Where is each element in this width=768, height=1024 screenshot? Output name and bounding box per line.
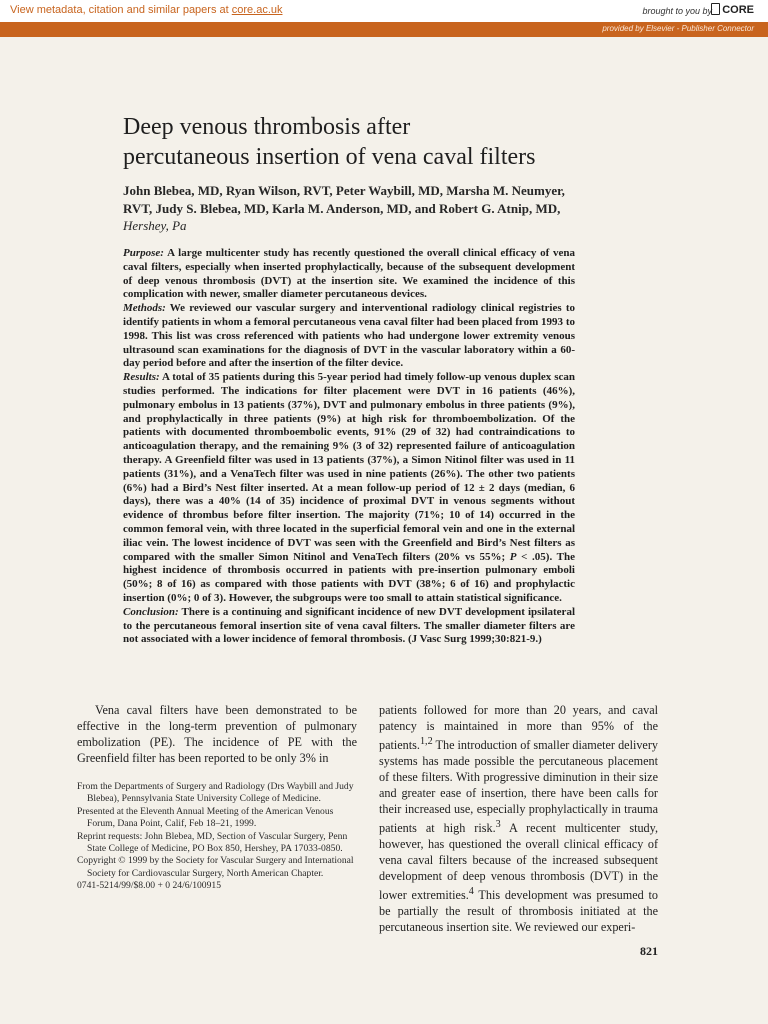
- brought-to-you-text: brought to you by: [642, 6, 712, 16]
- article-title: [123, 112, 683, 172]
- footnote-copyright: Copyright © 1999 by the Society for Vascular Surgery and International Society for Cardiovascular Surgery, North American Chapter.: [77, 855, 354, 879]
- right-text-c: A recent multicenter study, however, has questioned the overall clinical efficacy of vena caval filters because of the increased subsequent development of deep venous thrombosis (DVT) in the lower extremities.: [379, 821, 658, 903]
- conclusion-text: There is a continuing and significant incidence of new DVT development ipsilateral to the percutaneous femoral insertion site of vena caval filters. The smaller diameter filters are not associated with a lower incidence of femoral thrombosis. (J Vasc Surg 1999;30:821-9.): [123, 605, 575, 646]
- metadata-text: View metadata, citation and similar papers at: [10, 4, 232, 16]
- abstract-conclusion: [123, 606, 575, 647]
- core-label: CORE: [722, 4, 754, 16]
- abstract-methods: [123, 302, 575, 371]
- abstract-purpose: [123, 247, 575, 302]
- body-right-column: [379, 702, 658, 935]
- footnote-reprint: Reprint requests: John Blebea, MD, Section of Vascular Surgery, Penn State College of Medicine, PO Box 850, Hershey, PA 17033-0850.: [77, 830, 348, 855]
- core-logo-icon: [711, 3, 720, 15]
- footnotes: [77, 781, 357, 893]
- provider-text: provided by Elsevier - Publisher Connector: [602, 24, 754, 33]
- purpose-text: A large multicenter study has recently questioned the overall clinical efficacy of vena caval filters, especially when inserted prophylactically, because of the subsequent development of deep venous thrombosis (DVT) at the insertion site. We examined the incidence of this complication with newer, smaller diameter percutaneous devices.: [123, 247, 575, 301]
- author-location: Hershey, Pa: [123, 218, 187, 233]
- purpose-label: Purpose:: [123, 247, 164, 259]
- footnote-code: 0741-5214/99/$8.00 + 0 24/6/100915: [77, 880, 221, 892]
- results-p-symbol: P: [509, 550, 517, 563]
- reference-1-2: 1,2: [419, 736, 433, 747]
- results-text-b: < .05). The highest incidence of thrombosis occurred in patients with pre-insertion pulmonary emboli (50%; 8 of 16) as compared with those patients with DVT (38%; 6 of 16) and prophylactic insertion (0%; 0 of 3). However, the subgroups were too small to attain statistical significance.: [123, 550, 576, 604]
- provider-bar: [0, 22, 768, 37]
- abstract-results: [123, 371, 575, 606]
- title-line-2: percutaneous insertion of vena caval filters: [123, 144, 536, 170]
- results-text-a: A total of 35 patients during this 5-year period had timely follow-up venous duplex scan studies performed. The indications for filter placement were DVT in 16 patients (46%), pulmonary embolus in 13 patients (37%), DVT and pulmonary embolus in three patients (9%), and prophylactically in three patients (9%) at high risk for thromboembolization. Of the patients with documented thromboembolic events, 91% (29 of 32) had contraindications to anticoagulation therapy, and the remaining 9% (3 of 32) represented failure of anticoagulation therapy. A Greenfield filter was used in 13 patients (37%), a Simon Nitinol filter was used in 11 patients (31%), and a VenaTech filter was used in nine patients (26%). The other two patients (6%) had a Bird’s Nest filter inserted. At a mean follow-up period of 12 ± 2 days (median, 6 days), there was a 40% (14 of 35) incidence of proximal DVT in venous segments without evidence of thrombus before filter insertion. The majority (71%; 10 of 14) occurred in the common femoral vein, with three located in the superficial femoral vein and one in the external iliac vein. The lowest incidence of DVT was seen with the Greenfield and Bird’s Nest filters as compared with the smaller Simon Nitinol and VenaTech filters (20% vs 55%;: [123, 371, 575, 563]
- core-logo[interactable]: [711, 3, 754, 16]
- methods-text: We reviewed our vascular surgery and interventional radiology clinical registries to identify patients in whom a femoral percutaneous vena caval filter had been placed from 1993 to 1998. This list was cross referenced with patients who had undergone lower extremity venous ultrasound scan examinations for the diagnosis of DVT in the vascular laboratory within a 60-day period before and after the insertion of the filter device.: [123, 302, 575, 370]
- page-number: 821: [640, 944, 658, 958]
- core-banner: [0, 0, 768, 23]
- intro-paragraph: Vena caval filters have been demonstrated to be effective in the long-term prevention of pulmonary embolization (PE). The incidence of PE with the Greenfield filter has been reported to be only 3% in: [77, 703, 357, 765]
- right-text-a: patients followed for more than 20 years, and caval patency is maintained in more than 95% of the patients.: [379, 703, 658, 753]
- right-text-b: The introduction of smaller diameter delivery systems has made possible the percutaneous placement of these filters. With progressive diminution in their size and greater ease of insertion, there have been calls for their increased use, especially prophylactically in trauma patients at high risk.: [379, 738, 658, 836]
- metadata-link-line: [10, 4, 283, 16]
- right-text-d: This development was presumed to be partially the result of thrombosis initiated at the percutaneous insertion site. We reviewed our experi-: [379, 888, 658, 935]
- core-ac-uk-link[interactable]: core.ac.uk: [231, 4, 283, 16]
- right-paragraph: [379, 702, 658, 935]
- body-left-column: [77, 702, 357, 766]
- author-list: [123, 182, 583, 235]
- reference-3: 3: [495, 819, 501, 831]
- reference-4: 4: [468, 886, 474, 898]
- footnote-affiliation: From the Departments of Surgery and Radiology (Drs Waybill and Judy Blebea), Pennsylvania State University College of Medicine.: [77, 781, 354, 805]
- methods-label: Methods:: [123, 302, 166, 315]
- title-line-1: Deep venous thrombosis after: [123, 114, 411, 140]
- conclusion-label: Conclusion:: [123, 605, 179, 618]
- footnote-presented: Presented at the Eleventh Annual Meeting of the American Venous Forum, Dana Point, Calif, Feb 18–21, 1999.: [77, 805, 334, 830]
- abstract: [123, 247, 575, 647]
- results-label: Results:: [123, 371, 160, 384]
- authors-text: John Blebea, MD, Ryan Wilson, RVT, Peter Waybill, MD, Marsha M. Neumyer, RVT, Judy S. Blebea, MD, Karla M. Anderson, MD, and Robert G. Atnip, MD,: [123, 183, 565, 216]
